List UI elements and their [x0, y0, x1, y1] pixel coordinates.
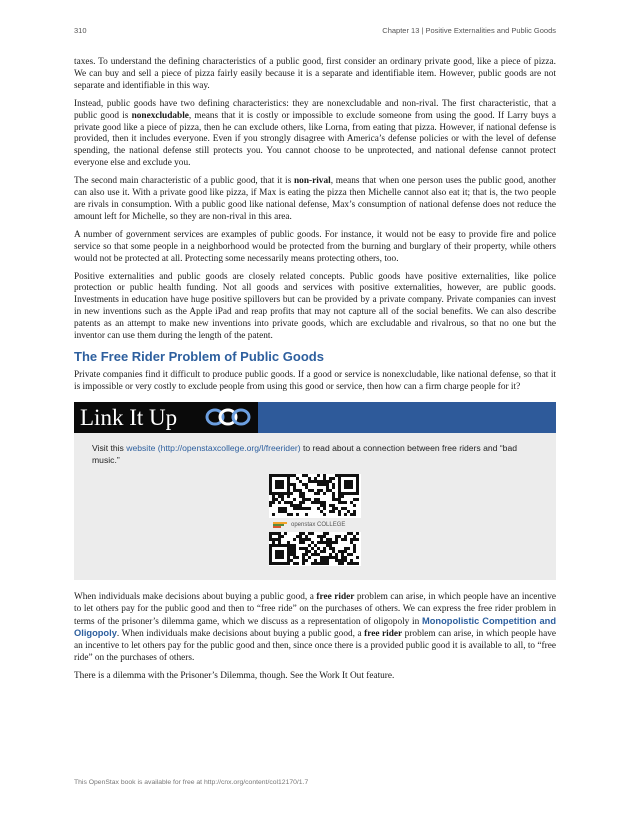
paragraph-1: taxes. To understand the defining characteristics of a public good, first consider an ordinary private good, like a piece of pizza. We can buy and sell a piece of pizza fairly easily because it is a separate and identifiable item. However, public goods are not separate and identifiable in this way.: [74, 57, 556, 91]
openstax-brand-text: openstax COLLEGE: [291, 521, 346, 528]
qr-code-bottom[interactable]: [269, 532, 361, 566]
term-free-rider: free rider: [316, 591, 355, 602]
openstax-logo-icon: [273, 522, 287, 528]
chapter-title: Chapter 13 | Positive Externalities and Public Goods: [382, 26, 556, 35]
page-content: [74, 57, 556, 689]
visit-suffix: to read about a connection between free riders and “bad music.”: [92, 442, 518, 465]
page-header: [74, 26, 556, 38]
qr-code-group: [269, 474, 361, 566]
page-footer: This OpenStax book is available for free at http://cnx.org/content/col12170/1.7: [74, 779, 309, 786]
link-it-up-box: [74, 402, 556, 580]
paragraph-4: A number of government services are examples of public goods. For instance, it would not be easy to provide fire and police service so that some people in a neighborhood would be protected from the burning and burglary of their property, while others would not be protected at all. Protecting some necessarily means protecting others, too.: [74, 229, 556, 264]
freerider-link[interactable]: website (http://openstaxcollege.org/l/freerider): [126, 442, 301, 453]
paragraph-7-text-cont2: . When individuals make decisions about buying a public good, a: [116, 629, 365, 640]
link-it-up-banner: [74, 402, 556, 433]
link-it-up-title: Link It Up: [80, 404, 178, 430]
link-it-up-tab: [74, 402, 258, 433]
paragraph-3-text-cont: , means that when one person uses the public good, another can also use it. With a private good like pizza, if Max is eating the pizza then Michelle cannot also eat it; that is, the two people are rivals in consumption. With a public good like national defense, Max’s consumption of national defense does not reduce the amount left for Michelle, so they are non-rival in this area.: [74, 176, 556, 222]
term-nonexcludable: nonexcludable: [131, 110, 189, 121]
paragraph-7-text: When individuals make decisions about buying a public good, a: [74, 591, 317, 602]
qr-code-top[interactable]: [269, 474, 361, 518]
paragraph-7-text-cont3: problem can arise, in which people have an incentive to let others pay for the public good and then, since once there is a provided public good it is available to all, to “free ride” on the purchases of others.: [74, 629, 556, 664]
paragraph-7-text-cont: problem can arise, in which people have an incentive to let others pay for the public good and then to “free ride” on the purchases of others. We can express the free rider problem in terms of the prisoner’s dilemma game, which we discuss as a representation of oligopoly in: [74, 591, 556, 627]
chain-link-icon: [205, 406, 251, 428]
paragraph-3-text: The second main characteristic of a public good, that it is: [74, 176, 295, 187]
paragraph-2: [74, 99, 556, 170]
paragraph-8: There is a dilemma with the Prisoner’s Dilemma, though. See the Work It Out feature.: [74, 671, 395, 682]
paragraph-6: Private companies find it difficult to produce public goods. If a good or service is nonexcludable, like national defense, so that it is impossible or very costly to exclude people from using this good or service, then how can a firm charge people for it?: [74, 369, 556, 392]
visit-instruction: [92, 442, 538, 466]
chapter-cross-reference-link[interactable]: Monopolistic Competition and Oligopoly: [74, 615, 556, 639]
link-it-up-body: [74, 433, 556, 580]
paragraph-3: [74, 176, 556, 224]
visit-prefix: Visit this: [92, 442, 127, 453]
term-free-rider-2: free rider: [364, 629, 403, 640]
paragraph-7: [74, 592, 556, 665]
paragraph-2-text: Instead, public goods have two defining characteristics: they are nonexcludable and non-rival. The first characteristic, that a public good is: [74, 98, 556, 121]
paragraph-2-text-cont: , means that it is costly or impossible to exclude someone from using the good. If Larry buys a private good like a piece of pizza, then he can exclude others, like Lorna, from eating that pizza. However, if national defense is provided, then it includes everyone. Even if you strongly disagree with America’s defense policies or with the level of defense spending, the national defense still protects you. You cannot choose to be unprotected, and national defense cannot protect everyone else and exclude you.: [74, 110, 556, 169]
section-heading: The Free Rider Problem of Public Goods: [74, 348, 324, 364]
term-non-rival: non-rival: [294, 176, 331, 187]
openstax-brand: [269, 520, 361, 530]
page-number: 310: [74, 26, 87, 35]
paragraph-5: Positive externalities and public goods are closely related concepts. Public goods have positive externalities, like police protection or public health funding. Not all goods and services with positive externalities, however, are public goods. Investments in education have huge positive spillovers but can be provided by a private company. Private companies can invest in new inventions such as the Apple iPad and reap profits that may not capture all of the social benefits. We can also describe patents as an attempt to make new inventions into private goods, which are excludable and rivalrous, so that no one but the inventor can use them during the length of the patent.: [74, 271, 556, 342]
